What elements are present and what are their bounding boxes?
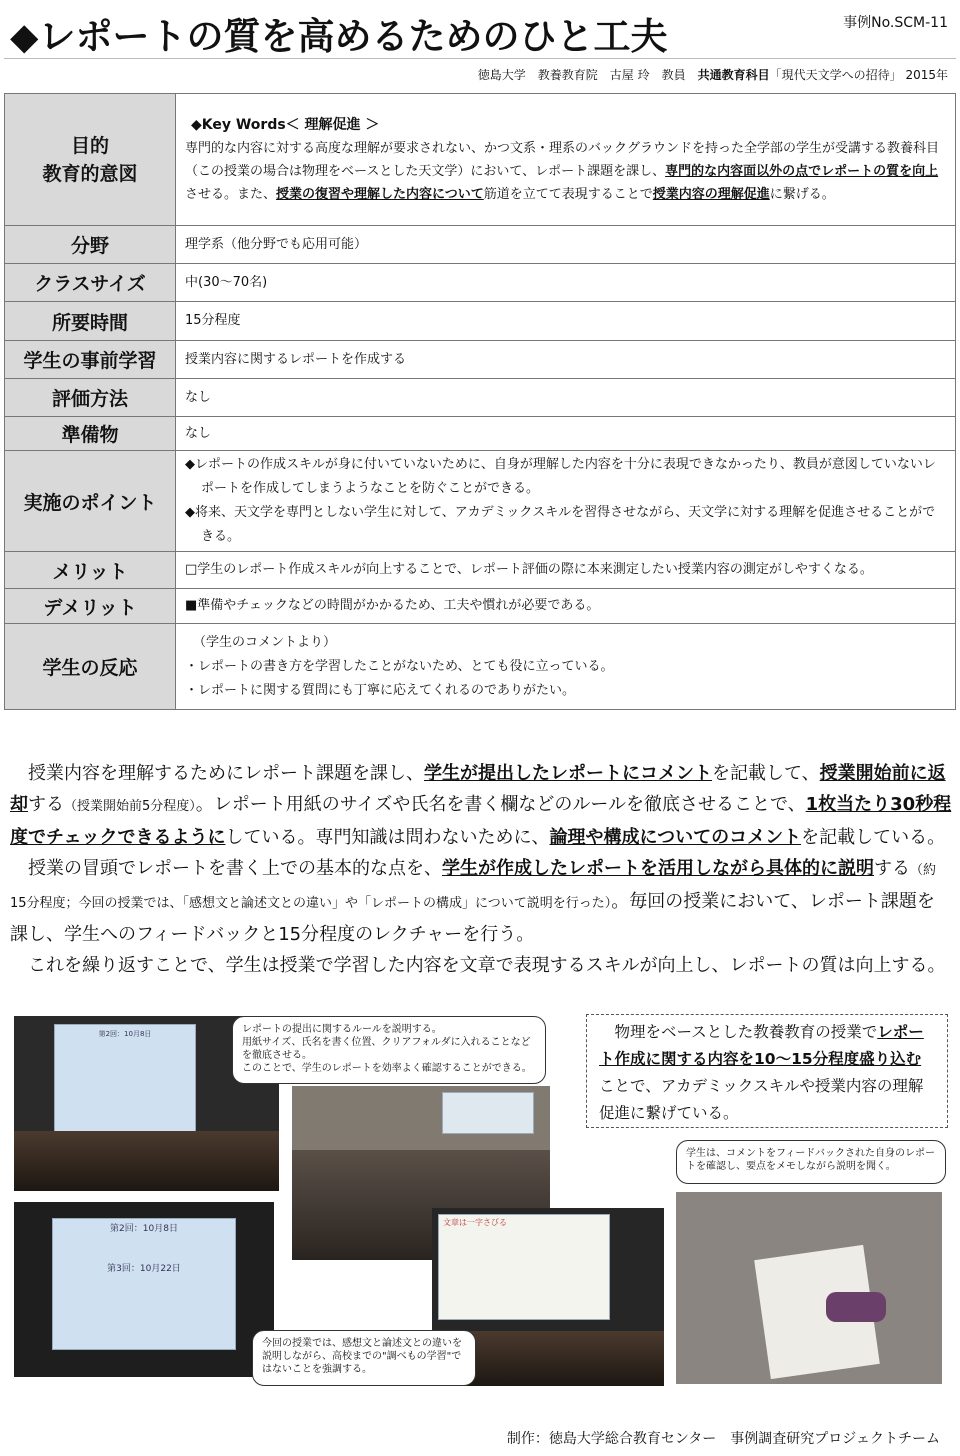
- label-purpose-2: 教育的意図: [42, 162, 138, 185]
- label-time: 所要時間: [5, 302, 176, 341]
- row-evaluation: [5, 379, 956, 417]
- body-text: [10, 758, 952, 981]
- field-value: 理学系（他分野でも応用可能）: [176, 226, 956, 264]
- label-field: 分野: [5, 226, 176, 264]
- subject-label: 共通教育科目: [697, 68, 770, 82]
- b1a: 授業内容を理解するためにレポート課題を課し、: [28, 763, 424, 784]
- materials-value: なし: [176, 417, 956, 451]
- purpose-value: [176, 94, 956, 226]
- body-paragraph-1: [10, 758, 952, 853]
- class-size-value: 中(30～70名): [176, 264, 956, 302]
- author-line: [478, 66, 948, 83]
- demerit-value: ■準備やチェックなどの時間がかかるため、工夫や慣れが必要である。: [176, 589, 956, 624]
- projector-screen-4: 文章は一字さびる: [438, 1214, 610, 1320]
- evaluation-value: なし: [176, 379, 956, 417]
- body-paragraph-2: [10, 853, 952, 950]
- point-1: ◆レポートの作成スキルが身に付いていないために、自身が理解した内容を十分に表現できなかったり、教員が意図していないレポートを作成してしまうようなことを防ぐことができる。: [185, 457, 936, 496]
- purpose-t2: させる。また、: [185, 186, 277, 202]
- b1e: する: [28, 794, 64, 815]
- projector-screen-1: 第2回：10月8日: [54, 1024, 196, 1140]
- purpose-u3: 授業内容の理解促進: [652, 186, 770, 202]
- time-value: 15分程度: [176, 302, 956, 341]
- prep-study-value: 授業内容に関するレポートを作成する: [176, 341, 956, 379]
- purpose-t1: 専門的な内容に対する高度な理解が要求されない、かつ文系・理系のバックグラウンドを持った全学部の学生が受講する教養科目（この授業の場合は物理をベースとした天文学）において、レポート課題を課し、: [185, 140, 940, 179]
- screen-date-2: 第3回：10月22日: [107, 1264, 181, 1274]
- summary-box: [586, 1014, 948, 1128]
- points-value: [176, 451, 956, 552]
- b1h: 1枚当たり30秒程度でチェックできるように: [10, 794, 952, 848]
- purpose-u1: 専門的な内容面以外の点でレポートの質を向上: [665, 163, 939, 179]
- pencil-case: [826, 1292, 886, 1322]
- row-points: [5, 451, 956, 552]
- screen-date-1: 第2回：10月8日: [110, 1224, 178, 1234]
- summary-a: 物理をベースとした教養教育の授業で: [614, 1023, 878, 1041]
- footer-credit: 制作：徳島大学総合教育センター 事例調査研究プロジェクトチーム: [506, 1431, 940, 1447]
- body-paragraph-3: これを繰り返すことで、学生は授業で学習した内容を文章で表現するスキルが向上し、レポートの質は向上する。: [28, 955, 946, 976]
- case-number: 事例No.SCM-11: [843, 15, 948, 31]
- summary-b: レポート作成に関する内容を10～15分程度盛り込む: [599, 1023, 924, 1068]
- reaction-1: ・レポートの書き方を学習したことがないため、とても役に立っている。: [185, 658, 614, 674]
- reaction-value: [176, 624, 956, 710]
- purpose-u2: 授業の復習や理解した内容について: [276, 186, 484, 202]
- row-class-size: [5, 264, 956, 302]
- purpose-t4: に繋げる。: [769, 186, 835, 202]
- caption-lecture: 今回の授業では、感想文と論述文との違いを説明しながら、高校までの"調べもの学習"ではないことを強調する。: [252, 1330, 476, 1386]
- b1c: を記載して、: [712, 763, 820, 784]
- b2a: 授業の冒頭でレポートを書く上での基本的な点を、: [28, 858, 442, 879]
- row-merit: [5, 552, 956, 589]
- caption-rules: レポートの提出に関するルールを説明する。 用紙サイズ、氏名を書く位置、クリアフォルダに入れることなどを徹底させる。 このことで、学生のレポートを効率よく確認することができる。: [232, 1016, 546, 1084]
- label-class-size: クラスサイズ: [5, 264, 176, 302]
- b2d: （約15分程度；今回の授業では、「感想文と論述文との違い」や「レポートの構成」について説明を行った）: [10, 863, 937, 911]
- label-purpose: [5, 94, 176, 226]
- summary-text: [599, 1019, 935, 1127]
- b2b: 学生が作成したレポートを活用しながら具体的に説明: [442, 858, 874, 879]
- merit-value: □学生のレポート作成スキルが向上することで、レポート評価の際に本来測定したい授業内容の測定がしやすくなる。: [176, 552, 956, 589]
- label-points: 実施のポイント: [5, 451, 176, 552]
- label-demerit: デメリット: [5, 589, 176, 624]
- row-time: [5, 302, 956, 341]
- label-purpose-1: 目的: [70, 134, 109, 157]
- photo-student-notes: [676, 1192, 942, 1384]
- label-prep-study: 学生の事前学習: [5, 341, 176, 379]
- b1g: 。レポート用紙のサイズや氏名を書く欄などのルールを徹底させることで、: [195, 794, 806, 815]
- point-2: ◆将来、天文学を専門としない学生に対して、アカデミックスキルを習得させながら、天文学に対する理解を促進させることができる。: [185, 505, 936, 544]
- author-affiliation: 徳島大学 教養教育院 古屋 玲 教員: [477, 68, 698, 82]
- b1f: （授業開始前5分程度）: [64, 799, 196, 814]
- b2c: する: [874, 858, 910, 879]
- summary-c: ことで、アカデミックスキルや授業内容の理解促進に繋げている。: [599, 1077, 924, 1122]
- label-merit: メリット: [5, 552, 176, 589]
- b1d: 授業開始前に返却: [10, 763, 946, 815]
- row-field: [5, 226, 956, 264]
- row-reaction: [5, 624, 956, 710]
- b1b: 学生が提出したレポートにコメント: [424, 763, 712, 784]
- label-evaluation: 評価方法: [5, 379, 176, 417]
- keywords: ◆Key Words＜ 理解促進 ＞: [191, 116, 380, 133]
- projector-screen-3: [52, 1218, 236, 1350]
- page-title: ◆レポートの質を高めるためのひと工夫: [10, 15, 668, 58]
- b1j: 論理や構成についてのコメント: [549, 827, 802, 848]
- caption-feedback: 学生は、コメントをフィードバックされた自身のレポートを確認し、要点をメモしながら説明を聞く。: [676, 1140, 946, 1184]
- students-1: [14, 1131, 279, 1191]
- projector-screen-2: [442, 1092, 534, 1134]
- header-divider: [4, 58, 956, 59]
- row-prep-study: [5, 341, 956, 379]
- b1k: を記載している。: [801, 827, 946, 848]
- reaction-0: （学生のコメントより）: [193, 634, 337, 650]
- label-materials: 準備物: [5, 417, 176, 451]
- subject-name: 「現代天文学への招待」 2015年: [769, 68, 948, 82]
- info-table: [4, 93, 956, 710]
- purpose-text: [185, 137, 947, 206]
- label-reaction: 学生の反応: [5, 624, 176, 710]
- row-purpose: [5, 94, 956, 226]
- reaction-2: ・レポートに関する質問にも丁寧に応えてくれるのでありがたい。: [185, 682, 576, 698]
- row-demerit: [5, 589, 956, 624]
- purpose-t3: 筋道を立てて表現することで: [483, 186, 653, 202]
- b1i: している。専門知識は問わないために、: [225, 827, 550, 848]
- photo-lecture-screen: [14, 1202, 274, 1377]
- b2e: 。毎回の授業において、レポート課題を課し、学生へのフィードバックと15分程度のレクチャーを行う。: [10, 891, 935, 945]
- row-materials: [5, 417, 956, 451]
